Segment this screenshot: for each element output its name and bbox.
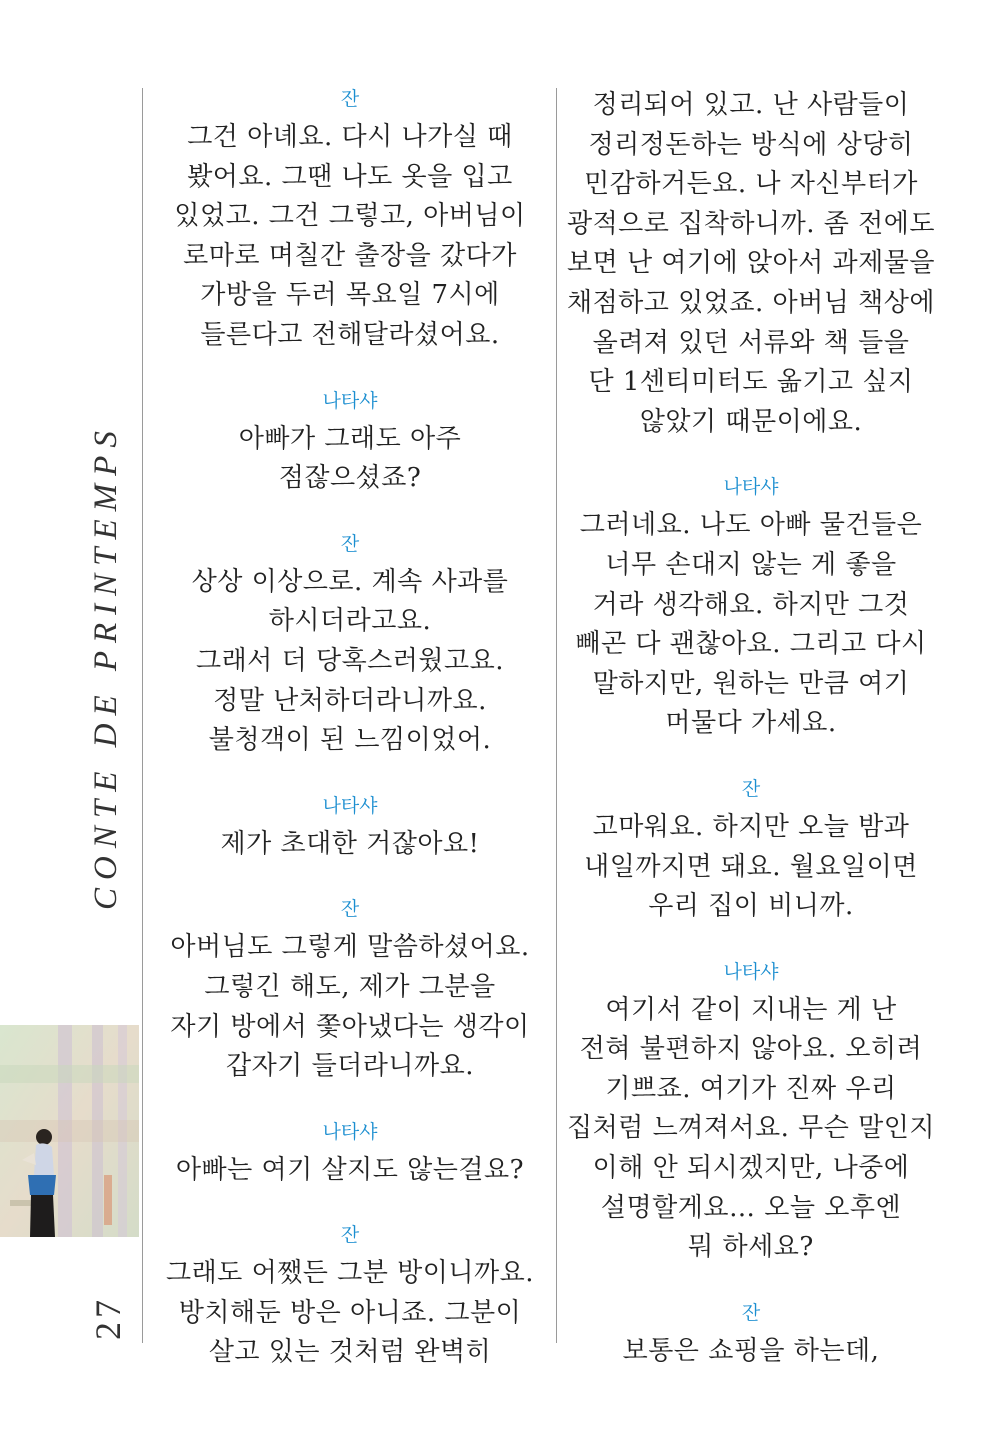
page-number: 27 — [88, 1296, 128, 1340]
dialogue-block — [150, 1119, 550, 1191]
speech-text: 그러네요. 나도 아빠 물건들은 너무 손대지 않는 게 좋을 거라 생각해요. 하지만 그것 빼곤 다 괜찮아요. 그리고 다시 말하지만, 원하는 만큼 여기 머물다 가세요. — [575, 510, 927, 739]
painting-illustration — [0, 1025, 139, 1237]
speaker-name: 잔 — [741, 1301, 761, 1324]
speaker-name: 잔 — [741, 777, 761, 800]
column-divider-rule — [556, 88, 557, 1343]
speaker-name: 잔 — [340, 898, 360, 921]
speech-text: 그건 아녜요. 다시 나가실 때 봤어요. 그땐 나도 옷을 입고 있었고. 그건 그렇고, 아버님이 로마로 며칠간 출장을 갔다가 가방을 두러 목요일 7시에 들른다고 전해달라셨어요. — [174, 122, 526, 350]
dialogue-block — [566, 776, 936, 927]
speech-text: 제가 초대한 거잖아요! — [220, 828, 480, 859]
speech-text: 보통은 쇼핑을 하는데, — [622, 1335, 880, 1366]
dialogue-block — [566, 959, 936, 1268]
speaker-name: 잔 — [340, 532, 360, 555]
speech-text: 아버님도 그렇게 말씀하셨어요. 그렇긴 해도, 제가 그분을 자기 방에서 쫓아냈다는 생각이 갑자기 들더라니까요. — [170, 932, 530, 1082]
running-title: CONTE DE PRINTEMPS — [88, 423, 124, 910]
dialogue-column-left — [150, 86, 550, 1405]
speaker-name: 잔 — [340, 88, 360, 110]
dialogue-block — [566, 474, 936, 744]
dialogue-block — [566, 1300, 936, 1372]
speaker-name: 나타샤 — [322, 1120, 378, 1143]
speech-text: 고마워요. 하지만 오늘 밤과 내일까지면 돼요. 월요일이면 우리 집이 비니까. — [584, 811, 918, 922]
dialogue-block — [150, 531, 550, 761]
left-margin-rule — [142, 88, 143, 1343]
speaker-name: 나타샤 — [322, 389, 378, 412]
dialogue-block — [150, 793, 550, 865]
speech-text: 아빠가 그래도 아주 점잖으셨죠? — [238, 423, 462, 494]
speaker-name: 나타샤 — [322, 794, 378, 817]
dialogue-block — [150, 896, 550, 1086]
dialogue-column-right — [566, 86, 936, 1403]
dialogue-block — [150, 1222, 550, 1373]
speaker-name: 잔 — [340, 1224, 360, 1247]
speech-text: 정리되어 있고. 난 사람들이 정리정돈하는 방식에 상당히 민감하거든요. 나 자신부터가 광적으로 집착하니까. 좀 전에도 보면 난 여기에 앉아서 과제물을 채점하고 있었죠. 아버님 책상에 올려져 있던 서류와 책 들을 단 1센티미터도 옮기고 싶지 않았기 때문이에요. — [566, 90, 936, 437]
dialogue-block — [150, 86, 550, 356]
speech-text: 아빠는 여기 살지도 않는걸요? — [175, 1154, 525, 1185]
speech-text: 상상 이상으로. 계속 사과를 하시더라고요. 그래서 더 당혹스러웠고요. 정말 난처하더라니까요. 불청객이 된 느낌이었어. — [191, 566, 509, 756]
dialogue-block — [150, 388, 550, 499]
watercolor-figure-image — [0, 1025, 139, 1237]
speech-text: 그래도 어쨌든 그분 방이니까요. 방치해둔 방은 아니죠. 그분이 살고 있는 것처럼 완벽히 — [165, 1258, 535, 1368]
speaker-name: 나타샤 — [723, 960, 779, 983]
speech-text: 여기서 같이 지내는 게 난 전혀 불편하지 않아요. 오히려 기쁘죠. 여기가 진짜 우리 집처럼 느껴져서요. 무슨 말인지 이해 안 되시겠지만, 나중에 설명할게요… 오늘 오후엔 뭐 하세요? — [566, 994, 936, 1263]
dialogue-block-continued — [566, 86, 936, 442]
speaker-name: 나타샤 — [723, 476, 779, 499]
